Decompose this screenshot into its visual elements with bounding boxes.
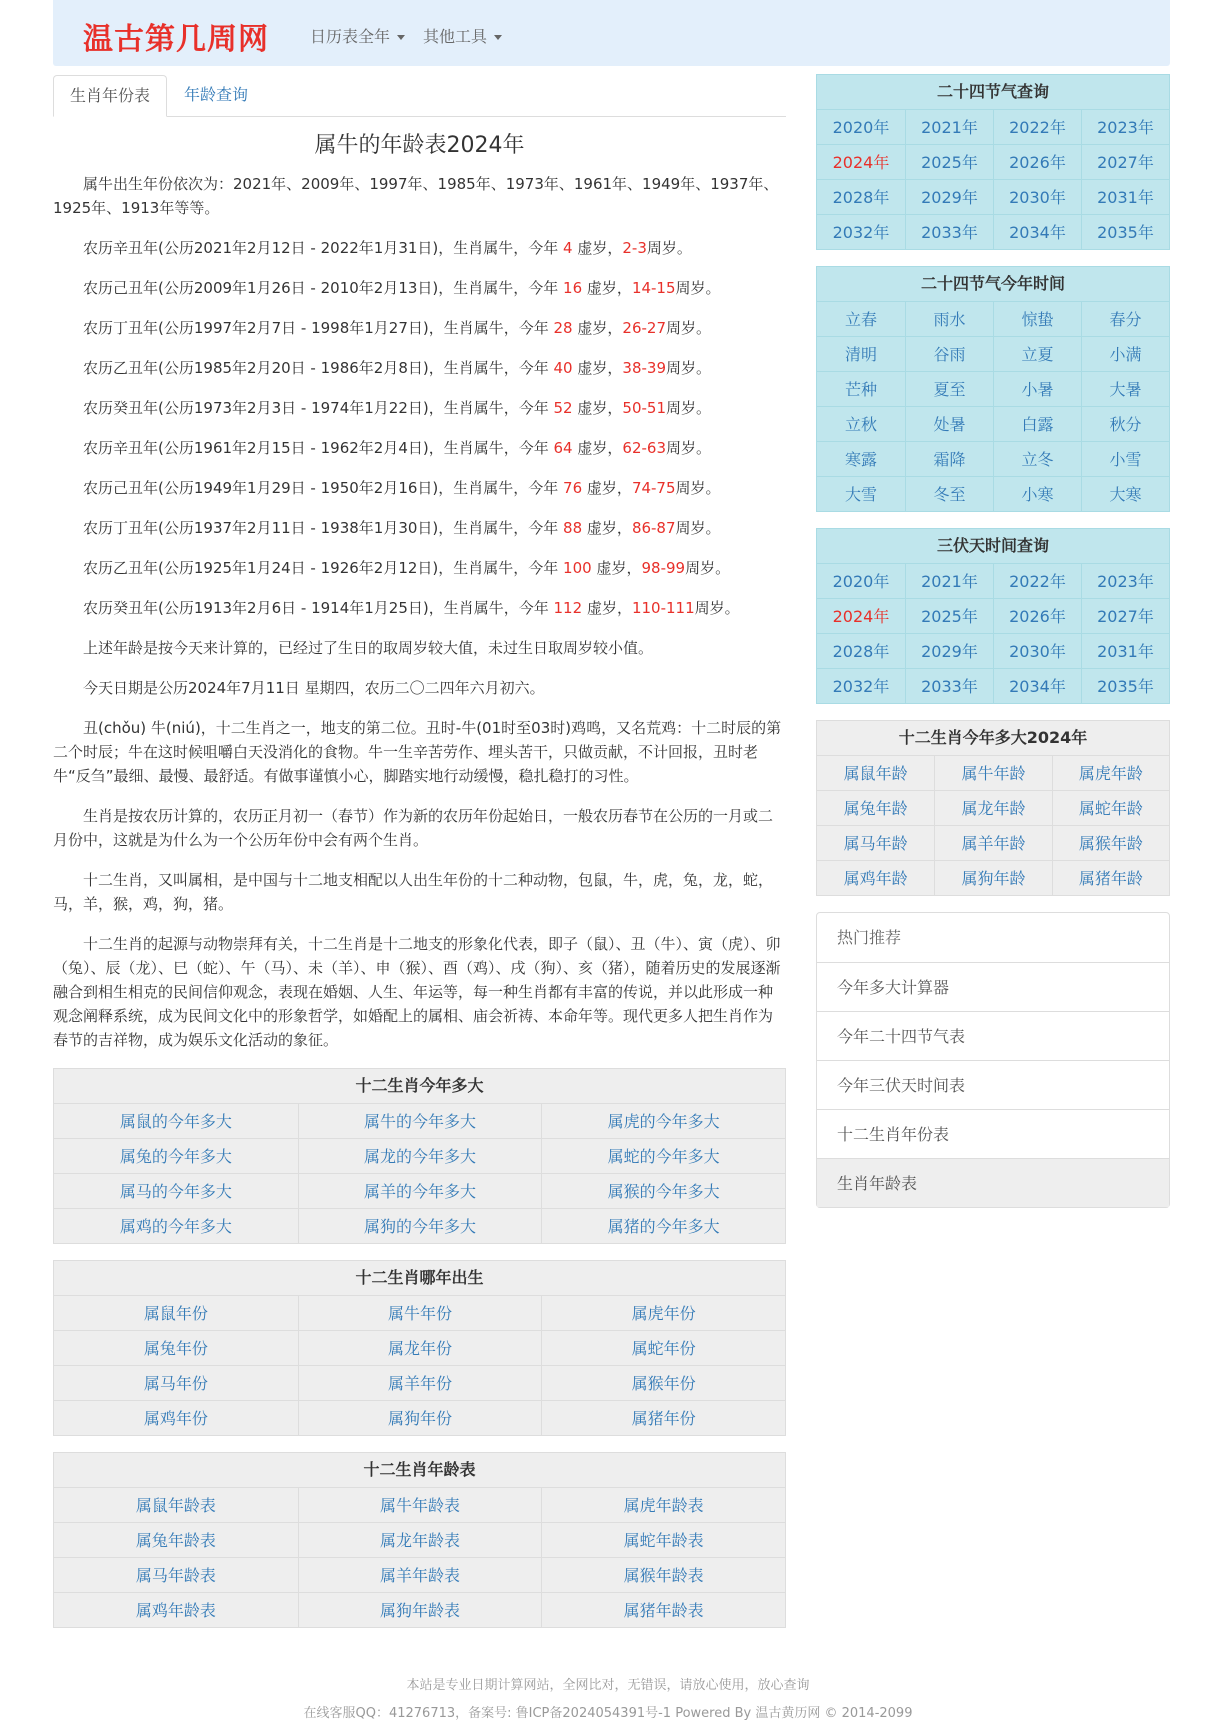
- zhousui-label: 周岁。: [666, 319, 712, 337]
- xusui-label: 虚岁，: [586, 599, 632, 617]
- zodiac-link[interactable]: 属鼠年龄表: [54, 1487, 298, 1522]
- zodiac-panel-grid: [54, 1487, 785, 1627]
- zodiac-age-link[interactable]: 属牛年龄: [934, 755, 1051, 790]
- zodiac-link[interactable]: 属狗年份: [298, 1400, 542, 1435]
- zodiac-panel-title: 十二生肖今年多大: [355, 1076, 484, 1095]
- solar-term-link[interactable]: 立春: [817, 301, 905, 336]
- zodiac-link[interactable]: 属马年龄表: [54, 1557, 298, 1592]
- year-link[interactable]: 2029年: [905, 179, 993, 214]
- zodiac-definition: 十二生肖，又叫属相，是中国与十二地支相配以人出生年份的十二种动物，包鼠，牛，虎，兔，龙，蛇，马，羊，猴，鸡，狗，猪。: [53, 871, 774, 913]
- solar-term-link[interactable]: 处暑: [905, 406, 993, 441]
- zhousui-label: 周岁。: [675, 479, 721, 497]
- zodiac-link[interactable]: 属鸡年份: [54, 1400, 298, 1435]
- zhousui-value: 38-39: [622, 359, 666, 377]
- zodiac-link[interactable]: 属龙年龄表: [298, 1522, 542, 1557]
- solar-terms-this-year-title: 二十四节气今年时间: [817, 267, 1169, 301]
- zodiac-link[interactable]: 属羊年份: [298, 1365, 542, 1400]
- year-link[interactable]: 2022年: [993, 563, 1081, 598]
- zodiac-origin: 十二生肖的起源与动物崇拜有关，十二生肖是十二地支的形象化代表，即子（鼠）、丑（牛）、寅（虎）、卯（兔）、辰（龙）、巳（蛇）、午（马）、未（羊）、申（猴）、酉（鸡）、戌（狗）、亥（猪），随着历史的发展逐渐融合到相生相克的民间信仰观念，表现在婚姻、人生、年运等，每一种生肖都有丰富的传说，并以此形成一种观念阐释系统，成为民间文化中的形象哲学，如婚配上的属相、庙会祈祷、本命年等。现代更多人把生肖作为春节的吉祥物，成为娱乐文化活动的象征。: [53, 935, 781, 1049]
- solar-term-link[interactable]: 立秋: [817, 406, 905, 441]
- year-link[interactable]: 2032年: [817, 668, 905, 703]
- tab-age-query[interactable]: 年龄查询: [184, 85, 249, 104]
- zodiac-link[interactable]: 属猴年份: [541, 1365, 785, 1400]
- tools-dropdown-label: 其他工具: [423, 27, 488, 46]
- zodiac-link[interactable]: 属虎年份: [541, 1295, 785, 1330]
- zodiac-link[interactable]: 属蛇年份: [541, 1330, 785, 1365]
- xusui-label: 虚岁，: [577, 399, 623, 417]
- tab-zodiac-years[interactable]: 生肖年份表: [53, 75, 167, 117]
- year-link[interactable]: 2033年: [905, 214, 993, 249]
- zodiac-panel: [53, 1260, 786, 1436]
- solar-term-link[interactable]: 大寒: [1081, 476, 1169, 511]
- zhousui-value: 50-51: [622, 399, 666, 417]
- solar-term-link[interactable]: 大暑: [1081, 371, 1169, 406]
- year-link[interactable]: 2020年: [817, 109, 905, 144]
- zhousui-label: 周岁。: [694, 599, 740, 617]
- age-row: [53, 436, 786, 460]
- sanfu-query-box: [816, 528, 1170, 704]
- solar-term-link[interactable]: 立冬: [993, 441, 1081, 476]
- zodiac-link[interactable]: 属鼠的今年多大: [54, 1103, 298, 1138]
- age-row-text: 农历乙丑年(公历1985年2月20日 - 1986年2月8日)，生肖属牛，今年: [83, 359, 549, 377]
- zodiac-age-link[interactable]: 属蛇年龄: [1052, 790, 1169, 825]
- zodiac-age-link[interactable]: 属猴年龄: [1052, 825, 1169, 860]
- year-link[interactable]: 2032年: [817, 214, 905, 249]
- age-row: [53, 556, 786, 580]
- year-link[interactable]: 2035年: [1081, 668, 1169, 703]
- solar-terms-query-title: 二十四节气查询: [817, 75, 1169, 109]
- zodiac-link[interactable]: 属猴年龄表: [541, 1557, 785, 1592]
- xusui-label: 虚岁，: [577, 319, 623, 337]
- solar-term-link[interactable]: 秋分: [1081, 406, 1169, 441]
- xusui-value: 88: [563, 519, 583, 537]
- sanfu-query-title: 三伏天时间查询: [817, 529, 1169, 563]
- zodiac-age-box: [816, 720, 1170, 896]
- age-row-text: 农历丁丑年(公历1997年2月7日 - 1998年1月27日)，生肖属牛，今年: [83, 319, 549, 337]
- solar-terms-query-box: [816, 74, 1170, 250]
- year-link[interactable]: 2025年: [905, 598, 993, 633]
- year-link[interactable]: 2024年: [817, 144, 905, 179]
- hot-recommend-item[interactable]: 今年二十四节气表: [817, 1011, 1169, 1060]
- zodiac-link[interactable]: 属鸡年龄表: [54, 1592, 298, 1627]
- age-list: [53, 236, 786, 620]
- age-row-text: 农历己丑年(公历1949年1月29日 - 1950年2月16日)，生肖属牛，今年: [83, 479, 559, 497]
- solar-terms-year-grid: [817, 109, 1169, 249]
- hot-recommend-item[interactable]: 生肖年龄表: [817, 1158, 1169, 1207]
- solar-term-link[interactable]: 小寒: [993, 476, 1081, 511]
- zhousui-value: 62-63: [622, 439, 666, 457]
- zodiac-age-link[interactable]: 属龙年龄: [934, 790, 1051, 825]
- year-link[interactable]: 2029年: [905, 633, 993, 668]
- calendar-dropdown-label: 日历表全年: [310, 27, 391, 46]
- zodiac-age-link[interactable]: 属虎年龄: [1052, 755, 1169, 790]
- zodiac-link[interactable]: 属狗年龄表: [298, 1592, 542, 1627]
- zodiac-calendar-note: 生肖是按农历计算的，农历正月初一（春节）作为新的农历年份起始日，一般农历春节在公历的一月或二月份中，这就是为什么为一个公历年份中会有两个生肖。: [53, 807, 774, 849]
- xusui-value: 100: [563, 559, 592, 577]
- zhousui-label: 周岁。: [666, 399, 712, 417]
- year-link[interactable]: 2033年: [905, 668, 993, 703]
- zhousui-label: 周岁。: [675, 519, 721, 537]
- zhousui-label: 周岁。: [666, 359, 712, 377]
- zodiac-link[interactable]: 属鸡的今年多大: [54, 1208, 298, 1243]
- xusui-label: 虚岁，: [586, 279, 632, 297]
- year-link[interactable]: 2021年: [905, 563, 993, 598]
- year-link[interactable]: 2023年: [1081, 563, 1169, 598]
- age-row: [53, 516, 786, 540]
- zodiac-age-link[interactable]: 属鸡年龄: [817, 860, 934, 895]
- zhousui-value: 14-15: [631, 279, 676, 297]
- solar-term-link[interactable]: 清明: [817, 336, 905, 371]
- year-link[interactable]: 2022年: [993, 109, 1081, 144]
- year-link[interactable]: 2026年: [993, 144, 1081, 179]
- age-row-text: 农历己丑年(公历2009年1月26日 - 2010年2月13日)，生肖属牛，今年: [83, 279, 559, 297]
- zodiac-age-link[interactable]: 属猪年龄: [1052, 860, 1169, 895]
- year-link[interactable]: 2031年: [1081, 179, 1169, 214]
- xusui-value: 28: [553, 319, 573, 337]
- year-link[interactable]: 2034年: [993, 214, 1081, 249]
- xusui-value: 112: [553, 599, 583, 617]
- zodiac-age-link[interactable]: 属羊年龄: [934, 825, 1051, 860]
- zodiac-link[interactable]: 属牛年份: [298, 1295, 542, 1330]
- zodiac-age-grid: [817, 755, 1169, 895]
- solar-term-link[interactable]: 冬至: [905, 476, 993, 511]
- tools-dropdown[interactable]: [423, 24, 502, 47]
- zodiac-link[interactable]: 属龙年份: [298, 1330, 542, 1365]
- zodiac-link[interactable]: 属兔年龄表: [54, 1522, 298, 1557]
- age-row: [53, 276, 786, 300]
- footer-copyright: 在线客服QQ：41276713，备案号: 鲁ICP备2024054391号-1 Powered By 温古黄历网 © 2014-2099: [303, 1706, 913, 1721]
- xusui-label: 虚岁，: [596, 559, 642, 577]
- zhousui-value: 26-27: [622, 319, 666, 337]
- zodiac-link[interactable]: 属猴的今年多大: [541, 1173, 785, 1208]
- zodiac-link[interactable]: 属虎年龄表: [541, 1487, 785, 1522]
- sidebar: [816, 74, 1170, 1208]
- zhousui-label: 周岁。: [675, 279, 721, 297]
- age-row-text: 农历癸丑年(公历1913年2月6日 - 1914年1月25日)，生肖属牛，今年: [83, 599, 549, 617]
- zhousui-value: 98-99: [641, 559, 686, 577]
- intro-paragraph: 属牛出生年份依次为：2021年、2009年、1997年、1985年、1973年、1961年、1949年、1937年、1925年、1913年等等。: [53, 175, 779, 217]
- hot-recommend-item[interactable]: 今年三伏天时间表: [817, 1060, 1169, 1109]
- zhousui-value: 110-111: [631, 599, 695, 617]
- zodiac-link[interactable]: 属猪年龄表: [541, 1592, 785, 1627]
- age-row: [53, 356, 786, 380]
- zodiac-age-link[interactable]: 属马年龄: [817, 825, 934, 860]
- xusui-label: 虚岁，: [577, 239, 623, 257]
- zodiac-panel: [53, 1068, 786, 1244]
- xusui-value: 4: [563, 239, 573, 257]
- solar-term-link[interactable]: 小满: [1081, 336, 1169, 371]
- zodiac-panel-title: 十二生肖年龄表: [363, 1460, 476, 1479]
- xusui-value: 40: [553, 359, 573, 377]
- zhousui-value: 74-75: [631, 479, 676, 497]
- age-row: [53, 596, 786, 620]
- solar-terms-grid: [817, 301, 1169, 511]
- footer-tagline: 本站是专业日期计算网站，全网比对，无错误，请放心使用，放心查询: [406, 1678, 810, 1693]
- xusui-value: 16: [563, 279, 583, 297]
- solar-term-link[interactable]: 白露: [993, 406, 1081, 441]
- sanfu-year-grid: [817, 563, 1169, 703]
- solar-term-link[interactable]: 雨水: [905, 301, 993, 336]
- xusui-label: 虚岁，: [586, 479, 632, 497]
- solar-term-link[interactable]: 立夏: [993, 336, 1081, 371]
- solar-term-link[interactable]: 小暑: [993, 371, 1081, 406]
- zhousui-value: 2-3: [622, 239, 647, 257]
- year-link[interactable]: 2020年: [817, 563, 905, 598]
- solar-term-link[interactable]: 春分: [1081, 301, 1169, 336]
- hot-recommend-item[interactable]: 十二生肖年份表: [817, 1109, 1169, 1158]
- zodiac-panel: [53, 1452, 786, 1628]
- zodiac-age-link[interactable]: 属兔年龄: [817, 790, 934, 825]
- zodiac-link[interactable]: 属蛇的今年多大: [541, 1138, 785, 1173]
- zodiac-link[interactable]: 属鼠年份: [54, 1295, 298, 1330]
- year-link[interactable]: 2028年: [817, 633, 905, 668]
- year-link[interactable]: 2027年: [1081, 144, 1169, 179]
- zodiac-link[interactable]: 属马的今年多大: [54, 1173, 298, 1208]
- zodiac-panel-title: 十二生肖哪年出生: [355, 1268, 484, 1287]
- solar-term-link[interactable]: 惊蛰: [993, 301, 1081, 336]
- solar-term-link[interactable]: 大雪: [817, 476, 905, 511]
- solar-term-link[interactable]: 谷雨: [905, 336, 993, 371]
- zhousui-label: 周岁。: [685, 559, 731, 577]
- navbar: [53, 0, 1170, 66]
- year-link[interactable]: 2034年: [993, 668, 1081, 703]
- year-link[interactable]: 2024年: [817, 598, 905, 633]
- zodiac-link[interactable]: 属猪年份: [541, 1400, 785, 1435]
- hot-recommend-item[interactable]: 今年多大计算器: [817, 962, 1169, 1011]
- zodiac-link[interactable]: 属龙的今年多大: [298, 1138, 542, 1173]
- xusui-label: 虚岁，: [577, 359, 623, 377]
- age-row-text: 农历辛丑年(公历2021年2月12日 - 2022年1月31日)，生肖属牛，今年: [83, 239, 559, 257]
- zhousui-label: 周岁。: [646, 239, 692, 257]
- hot-recommend-list: [816, 912, 1170, 1208]
- zodiac-link[interactable]: 属羊年龄表: [298, 1557, 542, 1592]
- xusui-value: 76: [563, 479, 583, 497]
- zodiac-link[interactable]: 属蛇年龄表: [541, 1522, 785, 1557]
- caret-down-icon: [397, 35, 405, 40]
- solar-terms-this-year-box: [816, 266, 1170, 512]
- solar-term-link[interactable]: 小雪: [1081, 441, 1169, 476]
- zodiac-panel-grid: [54, 1103, 785, 1243]
- age-row: [53, 316, 786, 340]
- year-link[interactable]: 2030年: [993, 633, 1081, 668]
- zodiac-age-title: 十二生肖今年多大2024年: [898, 728, 1088, 747]
- hot-recommend-header: 热门推荐: [837, 928, 902, 947]
- zodiac-link[interactable]: 属虎的今年多大: [541, 1103, 785, 1138]
- age-row-text: 农历辛丑年(公历1961年2月15日 - 1962年2月4日)，生肖属牛，今年: [83, 439, 549, 457]
- year-link[interactable]: 2035年: [1081, 214, 1169, 249]
- year-link[interactable]: 2027年: [1081, 598, 1169, 633]
- calendar-dropdown[interactable]: [310, 24, 405, 47]
- zodiac-link[interactable]: 属牛年龄表: [298, 1487, 542, 1522]
- footer: [0, 1672, 1216, 1728]
- solar-term-link[interactable]: 芒种: [817, 371, 905, 406]
- zodiac-link[interactable]: 属猪的今年多大: [541, 1208, 785, 1243]
- xusui-value: 52: [553, 399, 573, 417]
- zodiac-age-link[interactable]: 属狗年龄: [934, 860, 1051, 895]
- xusui-value: 64: [553, 439, 573, 457]
- age-note: 上述年龄是按今天来计算的，已经过了生日的取周岁较大值，未过生日取周岁较小值。: [83, 639, 654, 657]
- zodiac-link[interactable]: 属兔年份: [54, 1330, 298, 1365]
- zodiac-link[interactable]: 属兔的今年多大: [54, 1138, 298, 1173]
- year-link[interactable]: 2030年: [993, 179, 1081, 214]
- year-link[interactable]: 2031年: [1081, 633, 1169, 668]
- solar-term-link[interactable]: 霜降: [905, 441, 993, 476]
- solar-term-link[interactable]: 夏至: [905, 371, 993, 406]
- age-row-text: 农历丁丑年(公历1937年2月11日 - 1938年1月30日)，生肖属牛，今年: [83, 519, 559, 537]
- zodiac-age-link[interactable]: 属鼠年龄: [817, 755, 934, 790]
- zodiac-link[interactable]: 属牛的今年多大: [298, 1103, 542, 1138]
- zodiac-panels: [53, 1068, 786, 1628]
- year-link[interactable]: 2028年: [817, 179, 905, 214]
- year-link[interactable]: 2026年: [993, 598, 1081, 633]
- age-row-text: 农历癸丑年(公历1973年2月3日 - 1974年1月22日)，生肖属牛，今年: [83, 399, 549, 417]
- zodiac-link[interactable]: 属狗的今年多大: [298, 1208, 542, 1243]
- year-link[interactable]: 2025年: [905, 144, 993, 179]
- today-date: 今天日期是公历2024年7月11日 星期四，农历二〇二四年六月初六。: [83, 679, 545, 697]
- zodiac-link[interactable]: 属马年份: [54, 1365, 298, 1400]
- main-content: [53, 130, 786, 1644]
- ox-description: 丑(chǒu) 牛(niú)，十二生肖之一，地支的第二位。丑时-牛(01时至03时)鸡鸣，又名荒鸡：十二时辰的第二个时辰；牛在这时候咀嚼白天没消化的食物。牛一生辛苦劳作、埋头苦干，只做贡献，不计回报，丑时老牛“反刍”最细、最慢、最舒适。有做事谨慎小心，脚踏实地行动缓慢，稳扎稳打的习性。: [53, 719, 782, 785]
- age-row: [53, 476, 786, 500]
- zhousui-label: 周岁。: [666, 439, 712, 457]
- age-row-text: 农历乙丑年(公历1925年1月24日 - 1926年2月12日)，生肖属牛，今年: [83, 559, 559, 577]
- caret-down-icon: [494, 35, 502, 40]
- year-link[interactable]: 2021年: [905, 109, 993, 144]
- zodiac-link[interactable]: 属羊的今年多大: [298, 1173, 542, 1208]
- age-row: [53, 396, 786, 420]
- year-link[interactable]: 2023年: [1081, 109, 1169, 144]
- zhousui-value: 86-87: [631, 519, 676, 537]
- xusui-label: 虚岁，: [586, 519, 632, 537]
- age-row: [53, 236, 786, 260]
- page-title: 属牛的年龄表2024年: [314, 133, 525, 158]
- xusui-label: 虚岁，: [577, 439, 623, 457]
- tab-bar: [53, 75, 786, 117]
- zodiac-panel-grid: [54, 1295, 785, 1435]
- site-logo[interactable]: 温古第几周网: [83, 22, 269, 57]
- solar-term-link[interactable]: 寒露: [817, 441, 905, 476]
